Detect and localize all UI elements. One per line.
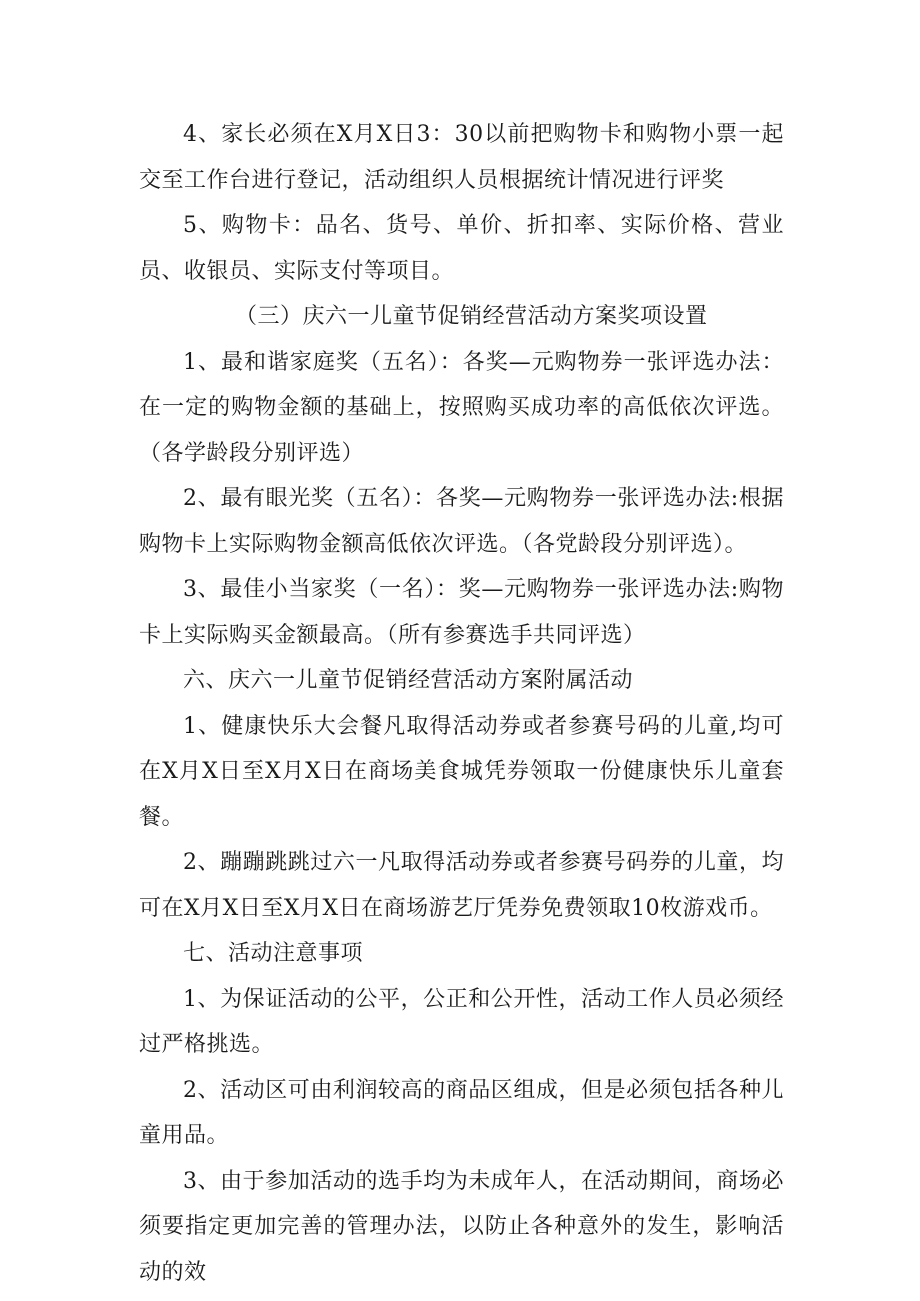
section-heading-side-activities: 六、庆六一儿童节促销经营活动方案附属活动 <box>183 668 634 693</box>
paragraph-item-4: 4、家长必须在X月X日3：30以前把购物卡和购物小票一起交至工作台进行登记，活动组织人员根据统计情况进行评奖 <box>139 122 784 193</box>
section-heading-awards: （三）庆六一儿童节促销经营活动方案奖项设置 <box>235 304 708 329</box>
paragraph-award-2: 2、最有眼光奖（五名）：各奖—元购物券一张评选办法:根据购物卡上实际购物金额高低依次评选。（各党龄段分别评选）。 <box>139 486 784 557</box>
document-page <box>139 112 784 1295</box>
paragraph-award-3: 3、最佳小当家奖（一名）：奖—元购物券一张评选办法:购物卡上实际购买金额最高。（所有参赛选手共同评选） <box>139 577 784 648</box>
paragraph-item-5: 5、购物卡：品名、货号、单价、折扣率、实际价格、营业员、收银员、实际支付等项目。 <box>139 213 784 284</box>
paragraph-note-2: 2、活动区可由利润较高的商品区组成，但是必须包括各种儿童用品。 <box>139 1077 784 1148</box>
paragraph-side-activity-2: 2、蹦蹦跳跳过六一凡取得活动券或者参赛号码券的儿童，均可在X月X日至X月X日在商场游艺厅凭券免费领取10枚游戏币。 <box>139 850 784 921</box>
paragraph-side-activity-1: 1、健康快乐大会餐凡取得活动券或者参赛号码的儿童,均可在X月X日至X月X日在商场美食城凭券领取一份健康快乐儿童套餐。 <box>139 713 784 830</box>
paragraph-note-1: 1、为保证活动的公平，公正和公开性，活动工作人员必须经过严格挑选。 <box>139 986 784 1057</box>
paragraph-note-3: 3、由于参加活动的选手均为未成年人，在活动期间，商场必须要指定更加完善的管理办法，以防止各种意外的发生，影响活动的效 <box>139 1168 784 1285</box>
section-heading-notes: 七、活动注意事项 <box>183 941 364 966</box>
paragraph-award-1: 1、最和谐家庭奖（五名）：各奖—元购物券一张评选办法：在一定的购物金额的基础上，按照购买成功率的高低依次评选。（各学龄段分别评选） <box>139 349 784 466</box>
